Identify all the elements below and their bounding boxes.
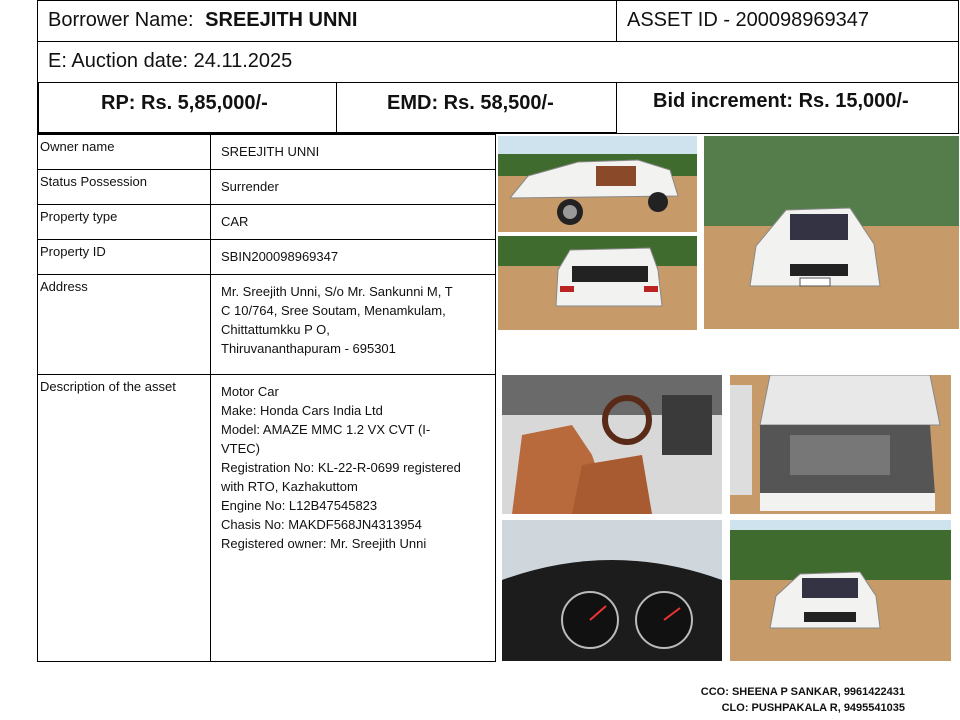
reserve-price: RP: Rs. 5,85,000/- [101,92,268,114]
description-line: Motor Car [221,384,279,399]
emd-amount: EMD: Rs. 58,500/- [387,92,554,114]
asset-id: ASSET ID - 200098969347 [627,9,870,31]
address-line: Mr. Sreejith Unni, S/o Mr. Sankunni M, T [221,284,453,299]
emd-box [336,82,617,134]
car-front-photo [704,136,959,329]
description-line: Registration No: KL-22-R-0699 registered [221,460,461,475]
table-row [38,275,496,375]
table-row [38,205,496,240]
label-description: Description of the asset [38,375,211,662]
table-row [38,170,496,205]
car-engine-photo [730,375,951,514]
label-property-type: Property type [38,205,211,240]
rp-box [37,82,337,134]
value-property-type: CAR [211,205,496,240]
value-property-id: SBIN200098969347 [211,240,496,275]
description-line: Registered owner: Mr. Sreejith Unni [221,536,427,551]
label-owner-name: Owner name [38,135,211,170]
address-line: C 10/764, Sree Soutam, Menamkulam, [221,303,446,318]
description-line: Make: Honda Cars India Ltd [221,403,383,418]
bid-increment-box [616,82,959,134]
borrower-label: Borrower Name: [48,9,194,31]
label-property-id: Property ID [38,240,211,275]
address-line: Thiruvananthapuram - 695301 [221,341,396,356]
description-line: VTEC) [221,441,260,456]
dashboard-cluster-photo [502,520,722,661]
asset-details-table [37,134,496,662]
description-line: with RTO, Kazhakuttom [221,479,358,494]
cco-contact: CCO: SHEENA P SANKAR, 9961422431 [700,686,905,698]
description-line: Chasis No: MAKDF568JN4313954 [221,517,422,532]
table-row [38,240,496,275]
asset-id-box [616,0,959,42]
table-row [38,375,496,662]
bid-increment: Bid increment: Rs. 15,000/- [653,90,909,112]
borrower-name: SREEJITH UNNI [205,9,358,31]
car-side-photo [498,136,697,232]
table-row [38,135,496,170]
car-interior-photo [502,375,722,514]
value-owner-name: SREEJITH UNNI [211,135,496,170]
car-front-far-photo [730,520,951,661]
description-line: Model: AMAZE MMC 1.2 VX CVT (I- [221,422,431,437]
label-status-possession: Status Possession [38,170,211,205]
value-status-possession: Surrender [211,170,496,205]
value-address [211,275,496,375]
clo-contact: CLO: PUSHPAKALA R, 9495541035 [721,702,905,714]
auction-date: E: Auction date: 24.11.2025 [48,50,293,72]
value-description [211,375,496,662]
borrower-box [37,0,617,42]
label-address: Address [38,275,211,375]
car-rear-photo [498,236,697,330]
address-line: Chittattumkku P O, [221,322,330,337]
description-line: Engine No: L12B47545823 [221,498,378,513]
auction-date-box [37,41,959,83]
